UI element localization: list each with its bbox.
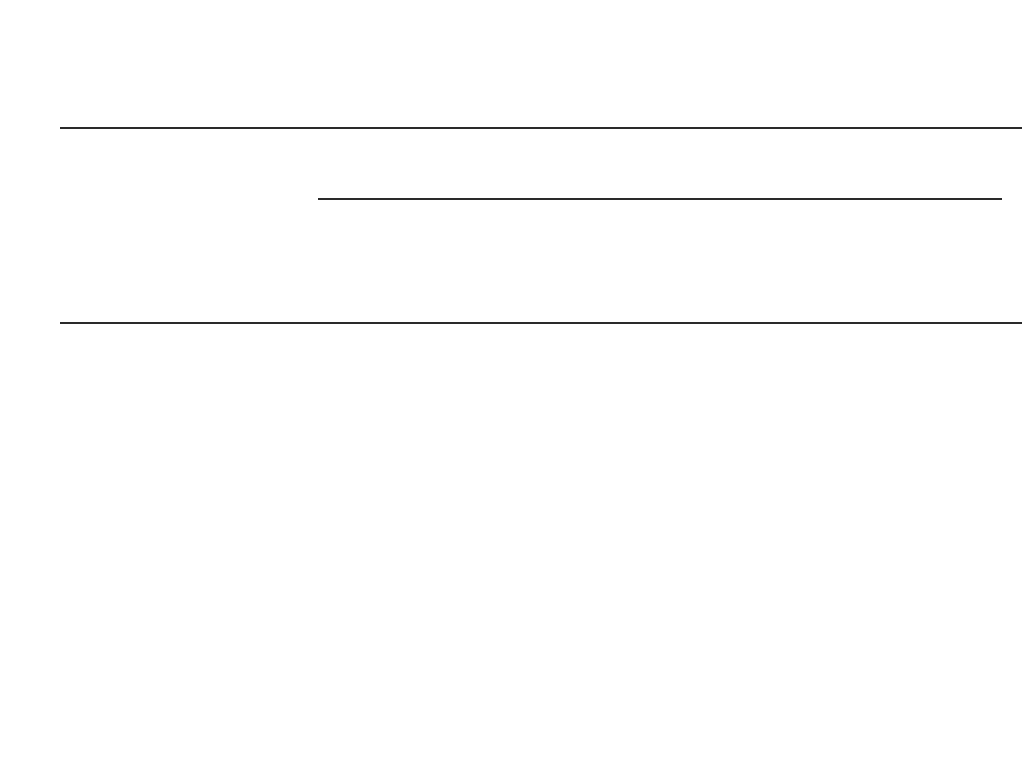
composition-group-rule [318, 198, 1002, 200]
table-top-rule [60, 127, 1022, 129]
header-bottom-rule [60, 322, 1022, 324]
